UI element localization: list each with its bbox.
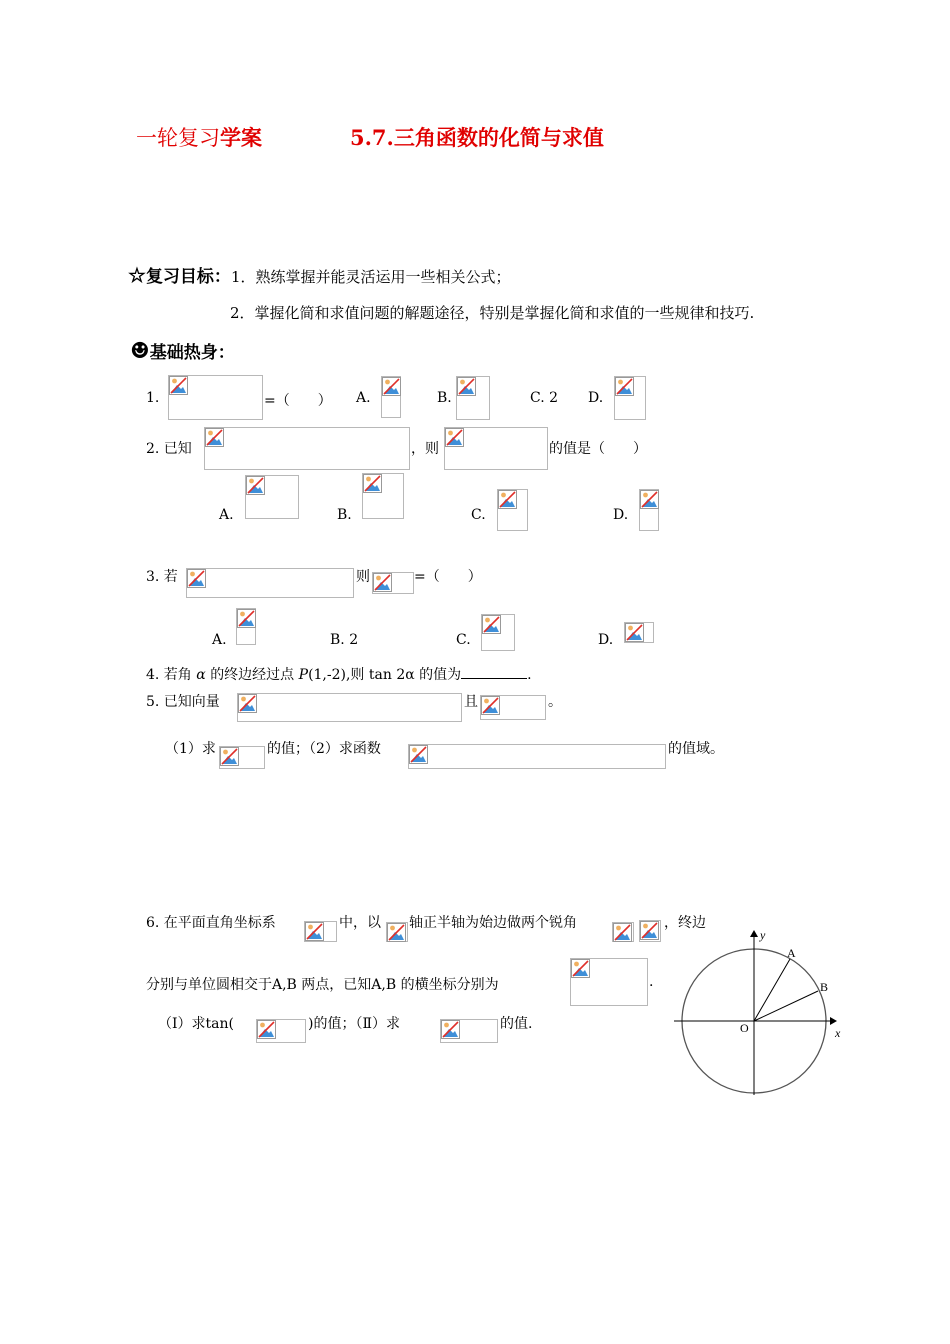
title-main-text: 5.7.三角函数的化简与求值	[350, 125, 604, 150]
warmup-label: 基础热身：	[149, 343, 235, 363]
q4-coords: (1,-2),则 tan 2α 的值为	[308, 667, 462, 683]
q6-line2-b: .	[649, 974, 654, 990]
q5-number: 5. 已知向量	[146, 694, 220, 710]
origin-label: O	[740, 1021, 749, 1035]
q6-axis-image	[386, 922, 408, 942]
goals-item-2: 2．掌握化简和求值问题的解题途径，特别是掌握化简和求值的一些规律和技巧.	[230, 304, 755, 322]
smiley-icon: ☻	[130, 339, 150, 364]
q2-option-b-image	[362, 473, 404, 519]
q6-line2-a: 分别与单位圆相交于A,B 两点，已知A,B 的横坐标分别为	[146, 977, 499, 993]
q3-option-b: B. 2	[330, 632, 359, 648]
q3-expression-image	[372, 572, 414, 594]
broken-image-icon	[363, 474, 382, 493]
q5-vectors-image	[237, 693, 462, 722]
q1-option-a-image	[381, 376, 401, 418]
ray-ob	[754, 991, 818, 1021]
q4-mid: 的终边经过点	[210, 667, 295, 683]
q2-number: 2. 已知	[146, 441, 192, 457]
broken-image-icon	[571, 959, 590, 978]
broken-image-icon	[246, 476, 265, 495]
broken-image-icon	[387, 923, 406, 942]
q3-condition-image	[186, 568, 354, 598]
q6-line1-b: 中，以	[339, 915, 381, 931]
q6-line3-a: （Ⅰ）求tan(	[158, 1016, 234, 1032]
goals-item-1: 1．熟练掌握并能灵活运用一些相关公式；	[230, 268, 511, 286]
q2-tail: 的值是（ ）	[549, 441, 647, 457]
broken-image-icon	[205, 428, 224, 447]
broken-image-icon	[382, 377, 401, 396]
q6-line1-d: ，终边	[664, 915, 706, 931]
broken-image-icon	[640, 921, 659, 940]
broken-image-icon	[409, 745, 428, 764]
q6-sum-image	[256, 1019, 306, 1043]
goals-label: 复习目标：	[145, 267, 231, 287]
q3-option-a-image	[236, 608, 256, 645]
q6-line1-c: 轴正半轴为始边做两个锐角	[409, 915, 577, 931]
q2-condition-image	[204, 427, 410, 470]
broken-image-icon	[237, 609, 256, 628]
page-title	[136, 122, 262, 152]
broken-image-icon	[482, 615, 501, 634]
q6-beta-image	[639, 920, 661, 942]
q1-formula-image	[168, 375, 263, 420]
q1-paren: =（ ）	[264, 393, 332, 409]
q2-option-d-image	[639, 489, 659, 531]
ray-oa	[754, 959, 790, 1021]
q3-option-d-label: D.	[598, 632, 614, 648]
q3-option-d-image	[624, 622, 654, 643]
q2-option-c-label: C.	[471, 507, 486, 523]
q6-xoy-image	[304, 921, 337, 942]
warmup-heading	[130, 338, 235, 364]
q1-option-a-label: A.	[356, 390, 371, 406]
q5-end: 。	[548, 694, 562, 710]
q5-and: 且	[464, 694, 478, 710]
q5-sub1-tail: 的值；（2）求函数	[267, 741, 381, 757]
title-prefix-bold: 学案	[220, 125, 262, 150]
q6-line3-c: 的值.	[500, 1016, 533, 1032]
q5-function-image	[408, 744, 666, 769]
broken-image-icon	[625, 623, 644, 642]
q3-number: 3. 若	[146, 569, 178, 585]
broken-image-icon	[373, 573, 392, 592]
q1-option-b-image	[456, 376, 490, 420]
q4-end: .	[527, 667, 532, 683]
broken-image-icon	[457, 377, 476, 396]
q3-then: 则	[356, 569, 370, 585]
q2-option-d-label: D.	[613, 507, 629, 523]
q3-option-c-image	[481, 614, 515, 651]
q6-line1-a: 6. 在平面直角坐标系	[146, 915, 276, 931]
broken-image-icon	[257, 1020, 276, 1039]
q2-option-c-image	[497, 489, 528, 531]
broken-image-icon	[169, 376, 188, 395]
broken-image-icon	[187, 569, 206, 588]
broken-image-icon	[615, 377, 634, 396]
broken-image-icon	[305, 922, 324, 941]
q1-option-b-label: B.	[437, 390, 452, 406]
broken-image-icon	[640, 490, 659, 509]
q5-condition-image	[480, 695, 546, 720]
q2-option-a-label: A.	[219, 507, 234, 523]
star-icon: ☆	[128, 263, 146, 287]
unit-circle-figure	[670, 925, 850, 1100]
q5-sub1: （1）求	[165, 741, 216, 757]
point-a-label: A	[787, 946, 796, 960]
broken-image-icon	[238, 694, 257, 713]
q4-answer-blank[interactable]	[461, 677, 527, 679]
q3-option-a-label: A.	[212, 632, 227, 648]
broken-image-icon	[481, 696, 500, 715]
q5-sub2-tail: 的值域。	[668, 741, 724, 757]
point-b-label: B	[820, 980, 829, 994]
broken-image-icon	[613, 923, 632, 942]
q4-point: P	[298, 667, 309, 683]
q1-number: 1.	[146, 390, 160, 406]
q6-abscissa-image	[570, 958, 648, 1006]
q6-angle-image	[440, 1019, 498, 1043]
title-main	[350, 122, 604, 152]
q1-option-c: C. 2	[530, 390, 559, 406]
q4-alpha: α	[196, 667, 206, 683]
q3-option-c-label: C.	[456, 632, 471, 648]
q4-pre: 4. 若角	[146, 667, 192, 683]
goals-line-1	[128, 262, 510, 287]
broken-image-icon	[220, 747, 239, 766]
q2-then: ，则	[411, 441, 439, 457]
broken-image-icon	[498, 490, 517, 509]
q1-option-d-image	[614, 376, 646, 420]
q4-line	[146, 664, 532, 684]
q2-option-b-label: B.	[337, 507, 352, 523]
title-prefix: 一轮复习	[136, 126, 220, 150]
broken-image-icon	[441, 1020, 460, 1039]
x-axis-label: x	[835, 1026, 841, 1040]
broken-image-icon	[445, 428, 464, 447]
y-axis-label: y	[760, 928, 766, 942]
q2-expression-image	[444, 427, 548, 470]
q3-tail: =（ ）	[414, 569, 482, 585]
q5-sub1-image	[219, 746, 265, 769]
q6-alpha-image	[612, 922, 634, 942]
q2-option-a-image	[245, 475, 299, 519]
q1-option-d-label: D.	[588, 390, 604, 406]
q6-line3-b: )的值；（Ⅱ）求	[308, 1016, 400, 1032]
